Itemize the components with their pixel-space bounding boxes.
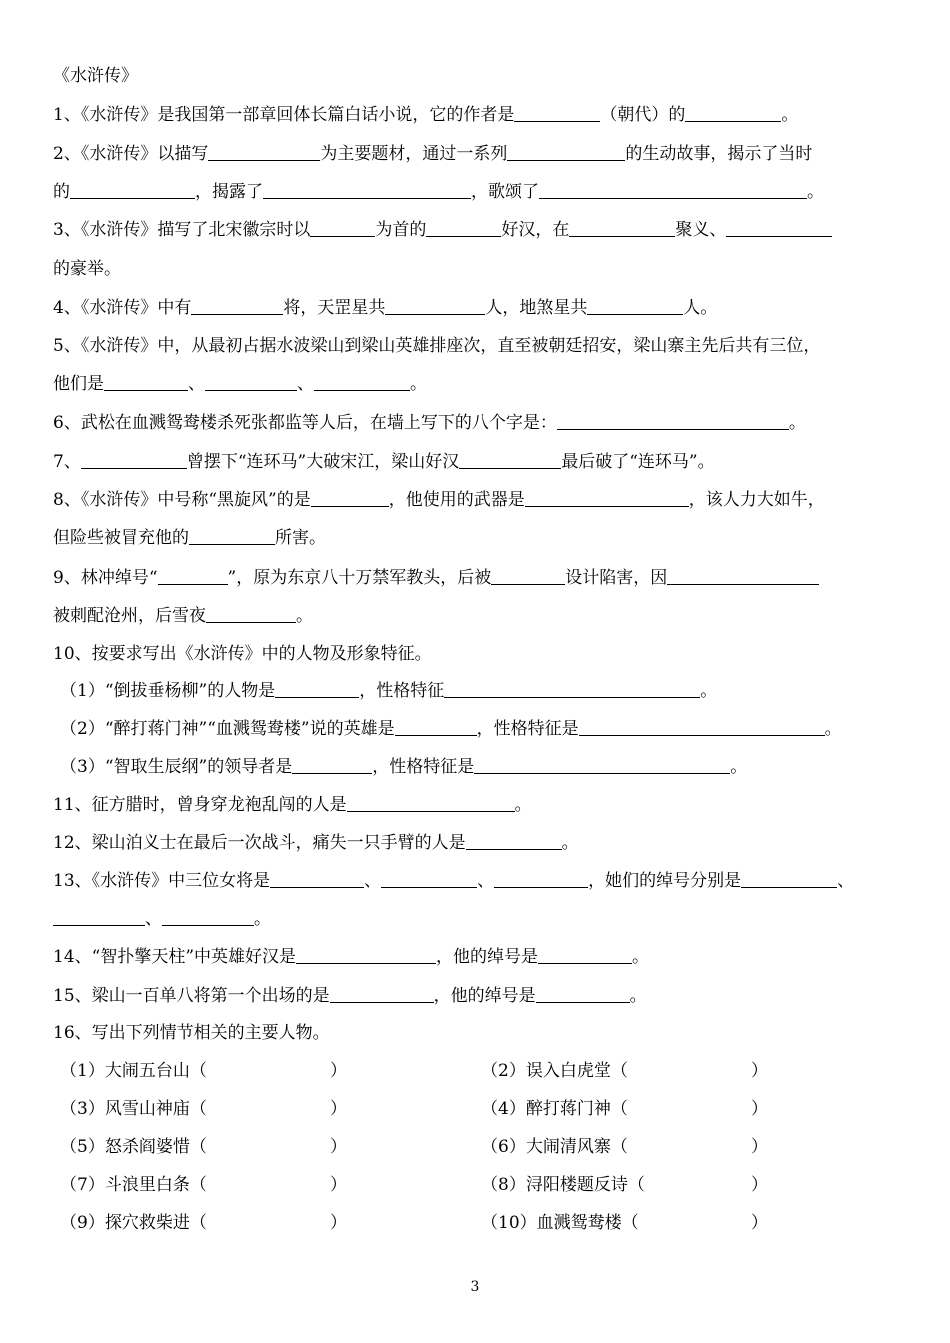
question-13-cont [53, 907, 900, 931]
q5-blank-1[interactable] [104, 372, 188, 391]
q14-text-2: ，他的绰号是 [436, 947, 539, 967]
q1-blank-dynasty[interactable] [514, 103, 600, 122]
question-3 [53, 218, 900, 242]
q7-text: 7、 [53, 452, 81, 472]
q14-blank-2[interactable] [538, 945, 632, 964]
q13-text: 13、《水浒传》中三位女将是 [53, 871, 271, 891]
q9-text-4: 被刺配沧州，后雪夜 [53, 606, 206, 626]
q5-sep-1: 、 [188, 374, 205, 394]
q16-item-label: （5）怒杀阎婆惜（ [60, 1137, 207, 1157]
q4-blank-3[interactable] [587, 296, 683, 315]
q8-text-4: 但险些被冒充他的 [53, 528, 189, 548]
q13-text-2: ，她们的绰号分别是 [588, 871, 742, 891]
q5-blank-2[interactable] [205, 372, 297, 391]
question-9-cont [53, 604, 900, 628]
q13-blank-2[interactable] [381, 869, 477, 888]
q9-end: 。 [296, 606, 313, 626]
q12-blank-1[interactable] [466, 831, 562, 850]
q16-item [60, 1173, 347, 1197]
q1-text: 1、《水浒传》是我国第一部章回体长篇白话小说，它的作者是 [53, 105, 515, 125]
q13-sep-3: 、 [837, 871, 855, 891]
q16-item [60, 1097, 347, 1121]
q11-end: 。 [514, 795, 532, 815]
question-10 [53, 642, 900, 666]
question-15 [53, 984, 900, 1008]
q15-blank-1[interactable] [330, 984, 434, 1003]
q12-end: 。 [561, 833, 579, 853]
q8-blank-2[interactable] [525, 488, 689, 507]
q16-item-close: ） [330, 1137, 347, 1157]
question-13 [53, 869, 900, 893]
q3-end: 的豪举。 [53, 259, 121, 279]
q1-blank-author[interactable] [685, 103, 781, 122]
q2-blank-5[interactable] [539, 180, 807, 199]
q10-1-end: 。 [700, 681, 718, 701]
q4-text: 4、《水浒传》中有 [53, 298, 192, 318]
q3-blank-1[interactable] [310, 218, 375, 237]
q9-blank-3[interactable] [667, 566, 819, 585]
q4-text-3: 人，地煞星共 [485, 298, 588, 318]
q9-text-3: 设计陷害，因 [565, 568, 668, 588]
q9-blank-2[interactable] [491, 566, 565, 585]
q13-blank-5[interactable] [53, 907, 145, 926]
q10-3-end: 。 [730, 757, 748, 777]
q16-item-label: （8）浔阳楼题反诗（ [481, 1175, 645, 1195]
question-11 [53, 793, 900, 817]
q3-text-4: 聚义、 [675, 220, 727, 240]
q3-text-2: 为首的 [375, 220, 427, 240]
q3-blank-3[interactable] [569, 218, 675, 237]
q3-blank-4[interactable] [726, 218, 832, 237]
q10-2-text-2: ，性格特征是 [476, 719, 579, 739]
q10-1-blank-name[interactable] [275, 679, 359, 698]
q10-2-blank-trait[interactable] [579, 717, 825, 736]
q9-blank-1[interactable] [158, 566, 228, 585]
q10-1-text: （1）“倒拔垂杨柳”的人物是 [60, 681, 276, 701]
q2-text-5: ，揭露了 [195, 182, 263, 202]
q16-item-close: ） [751, 1213, 768, 1233]
q16-item-close: ） [330, 1175, 347, 1195]
q10-2-text: （2）“醉打蒋门神”“血溅鸳鸯楼”说的英雄是 [60, 719, 395, 739]
q16-item [60, 1135, 347, 1159]
q3-text-3: 好汉，在 [501, 220, 570, 240]
q13-blank-6[interactable] [162, 907, 254, 926]
q2-text-3: 的生动故事，揭示了当时 [625, 144, 813, 164]
q10-1-blank-trait[interactable] [444, 679, 700, 698]
q14-end: 。 [632, 947, 650, 967]
question-1 [53, 103, 900, 127]
question-10-1 [60, 679, 900, 703]
question-9 [53, 566, 900, 590]
q16-item-label: （3）风雪山神庙（ [60, 1099, 207, 1119]
page-number: 3 [470, 1279, 480, 1295]
q5-end: 。 [410, 374, 427, 394]
q15-end: 。 [629, 986, 647, 1006]
q13-blank-1[interactable] [270, 869, 364, 888]
q11-blank-1[interactable] [347, 793, 515, 812]
question-2-cont [53, 180, 900, 204]
q10-3-text-2: ，性格特征是 [372, 757, 475, 777]
q8-text: 8、《水浒传》中号称“黑旋风”的是 [53, 490, 311, 510]
q2-text-6: ，歌颂了 [471, 182, 539, 202]
q16-item-close: ） [751, 1137, 768, 1157]
q6-text: 6、武松在血溅鸳鸯楼杀死张都监等人后，在墙上写下的八个字是： [53, 413, 557, 433]
question-5 [53, 334, 900, 358]
question-3-cont [53, 257, 900, 281]
q8-text-2: ，他使用的武器是 [388, 490, 525, 510]
q16-item-close: ） [751, 1061, 768, 1081]
q16-item [481, 1059, 768, 1083]
q15-text-2: ，他的绰号是 [433, 986, 536, 1006]
q3-text: 3、《水浒传》描写了北宋徽宗时以 [53, 220, 311, 240]
q16-item-close: ） [330, 1099, 347, 1119]
q16-item [481, 1211, 768, 1235]
q7-text-2: 曾摆下“连环马”大破宋江，梁山好汉 [186, 452, 460, 472]
question-6 [53, 411, 900, 435]
q14-blank-1[interactable] [296, 945, 436, 964]
q12-text: 12、梁山泊义士在最后一次战斗，痛失一只手臂的人是 [53, 833, 466, 853]
question-7 [53, 450, 900, 474]
question-8 [53, 488, 900, 512]
q9-blank-4[interactable] [206, 604, 296, 623]
q2-blank-3[interactable] [70, 180, 195, 199]
q10-1-text-2: ，性格特征 [359, 681, 445, 701]
question-16 [53, 1021, 900, 1045]
q2-text: 2、《水浒传》以描写 [53, 144, 209, 164]
q5-text-2: 他们是 [53, 374, 104, 394]
question-2 [53, 142, 900, 166]
q11-text: 11、征方腊时，曾身穿龙袍乱闯的人是 [53, 795, 347, 815]
q6-blank-1[interactable] [557, 411, 789, 430]
q2-text-4: 的 [53, 182, 70, 202]
q16-item [481, 1097, 768, 1121]
q10-3-text: （3）“智取生辰纲”的领导者是 [60, 757, 293, 777]
q7-blank-1[interactable] [81, 450, 187, 469]
q16-item [481, 1135, 768, 1159]
question-12 [53, 831, 900, 855]
q16-item-label: （1）大闹五台山（ [60, 1061, 207, 1081]
q2-blank-4[interactable] [263, 180, 471, 199]
q16-item [481, 1173, 768, 1197]
q9-text: 9、林冲绰号“ [53, 568, 158, 588]
q5-text: 5、《水浒传》中，从最初占据水波梁山到梁山英雄排座次，直至被朝廷招安，梁山寨主先后共有三位， [53, 336, 821, 356]
q1-end: 。 [781, 105, 799, 125]
q8-blank-1[interactable] [311, 488, 389, 507]
q16-item-label: （7）斗浪里白条（ [60, 1175, 207, 1195]
q2-end: 。 [807, 182, 824, 202]
q13-end: 。 [254, 909, 271, 929]
q3-blank-2[interactable] [426, 218, 501, 237]
q13-blank-3[interactable] [494, 869, 588, 888]
q10-2-blank-name[interactable] [395, 717, 477, 736]
q10-text: 10、按要求写出《水浒传》中的人物及形象特征。 [53, 644, 432, 664]
question-14 [53, 945, 900, 969]
q10-3-blank-trait[interactable] [474, 755, 730, 774]
q16-item-close: ） [751, 1099, 768, 1119]
q2-blank-2[interactable] [507, 142, 625, 161]
q16-item-label: （6）大闹清风寨（ [481, 1137, 628, 1157]
q15-blank-2[interactable] [536, 984, 630, 1003]
question-10-2 [60, 717, 900, 741]
q16-item-close: ） [330, 1213, 347, 1233]
q10-2-end: 。 [824, 719, 842, 739]
q5-sep-2: 、 [297, 374, 314, 394]
question-4 [53, 296, 900, 320]
q13-sep-4: 、 [145, 909, 162, 929]
q6-end: 。 [788, 413, 806, 433]
q7-end: 最后破了“连环马”。 [561, 452, 715, 472]
q2-blank-1[interactable] [208, 142, 320, 161]
q13-sep-2: 、 [477, 871, 495, 891]
q16-item-label: （4）醉打蒋门神（ [481, 1099, 628, 1119]
q16-item-close: ） [330, 1061, 347, 1081]
q4-blank-1[interactable] [191, 296, 283, 315]
q13-sep-1: 、 [364, 871, 382, 891]
q16-text: 16、写出下列情节相关的主要人物。 [53, 1023, 330, 1043]
question-10-3 [60, 755, 900, 779]
question-8-cont [53, 526, 900, 550]
q16-item [60, 1059, 347, 1083]
q8-text-3: ，该人力大如牛， [688, 490, 825, 510]
q7-blank-2[interactable] [459, 450, 561, 469]
question-5-cont [53, 372, 900, 396]
q14-text: 14、“智扑擎天柱”中英雄好汉是 [53, 947, 297, 967]
q1-text-2: （朝代）的 [600, 105, 686, 125]
q16-item-label: （9）探穴救柴进（ [60, 1213, 207, 1233]
q2-text-2: 为主要题材，通过一系列 [320, 144, 508, 164]
q15-text: 15、梁山一百单八将第一个出场的是 [53, 986, 330, 1006]
q4-blank-2[interactable] [385, 296, 485, 315]
q8-blank-3[interactable] [189, 526, 275, 545]
q4-text-2: 将，天罡星共 [283, 298, 386, 318]
q8-end: 所害。 [275, 528, 326, 548]
q10-3-blank-name[interactable] [292, 755, 372, 774]
q16-item-close: ） [751, 1175, 768, 1195]
q9-text-2: ”，原为东京八十万禁军教头，后被 [227, 568, 492, 588]
q13-blank-4[interactable] [741, 869, 837, 888]
q16-item-label: （2）误入白虎堂（ [481, 1061, 628, 1081]
q5-blank-3[interactable] [314, 372, 410, 391]
page-title: 《水浒传》 [53, 66, 138, 86]
q16-item-label: （10）血溅鸳鸯楼（ [481, 1213, 639, 1233]
q4-end: 人。 [683, 298, 718, 318]
q16-item [60, 1211, 347, 1235]
